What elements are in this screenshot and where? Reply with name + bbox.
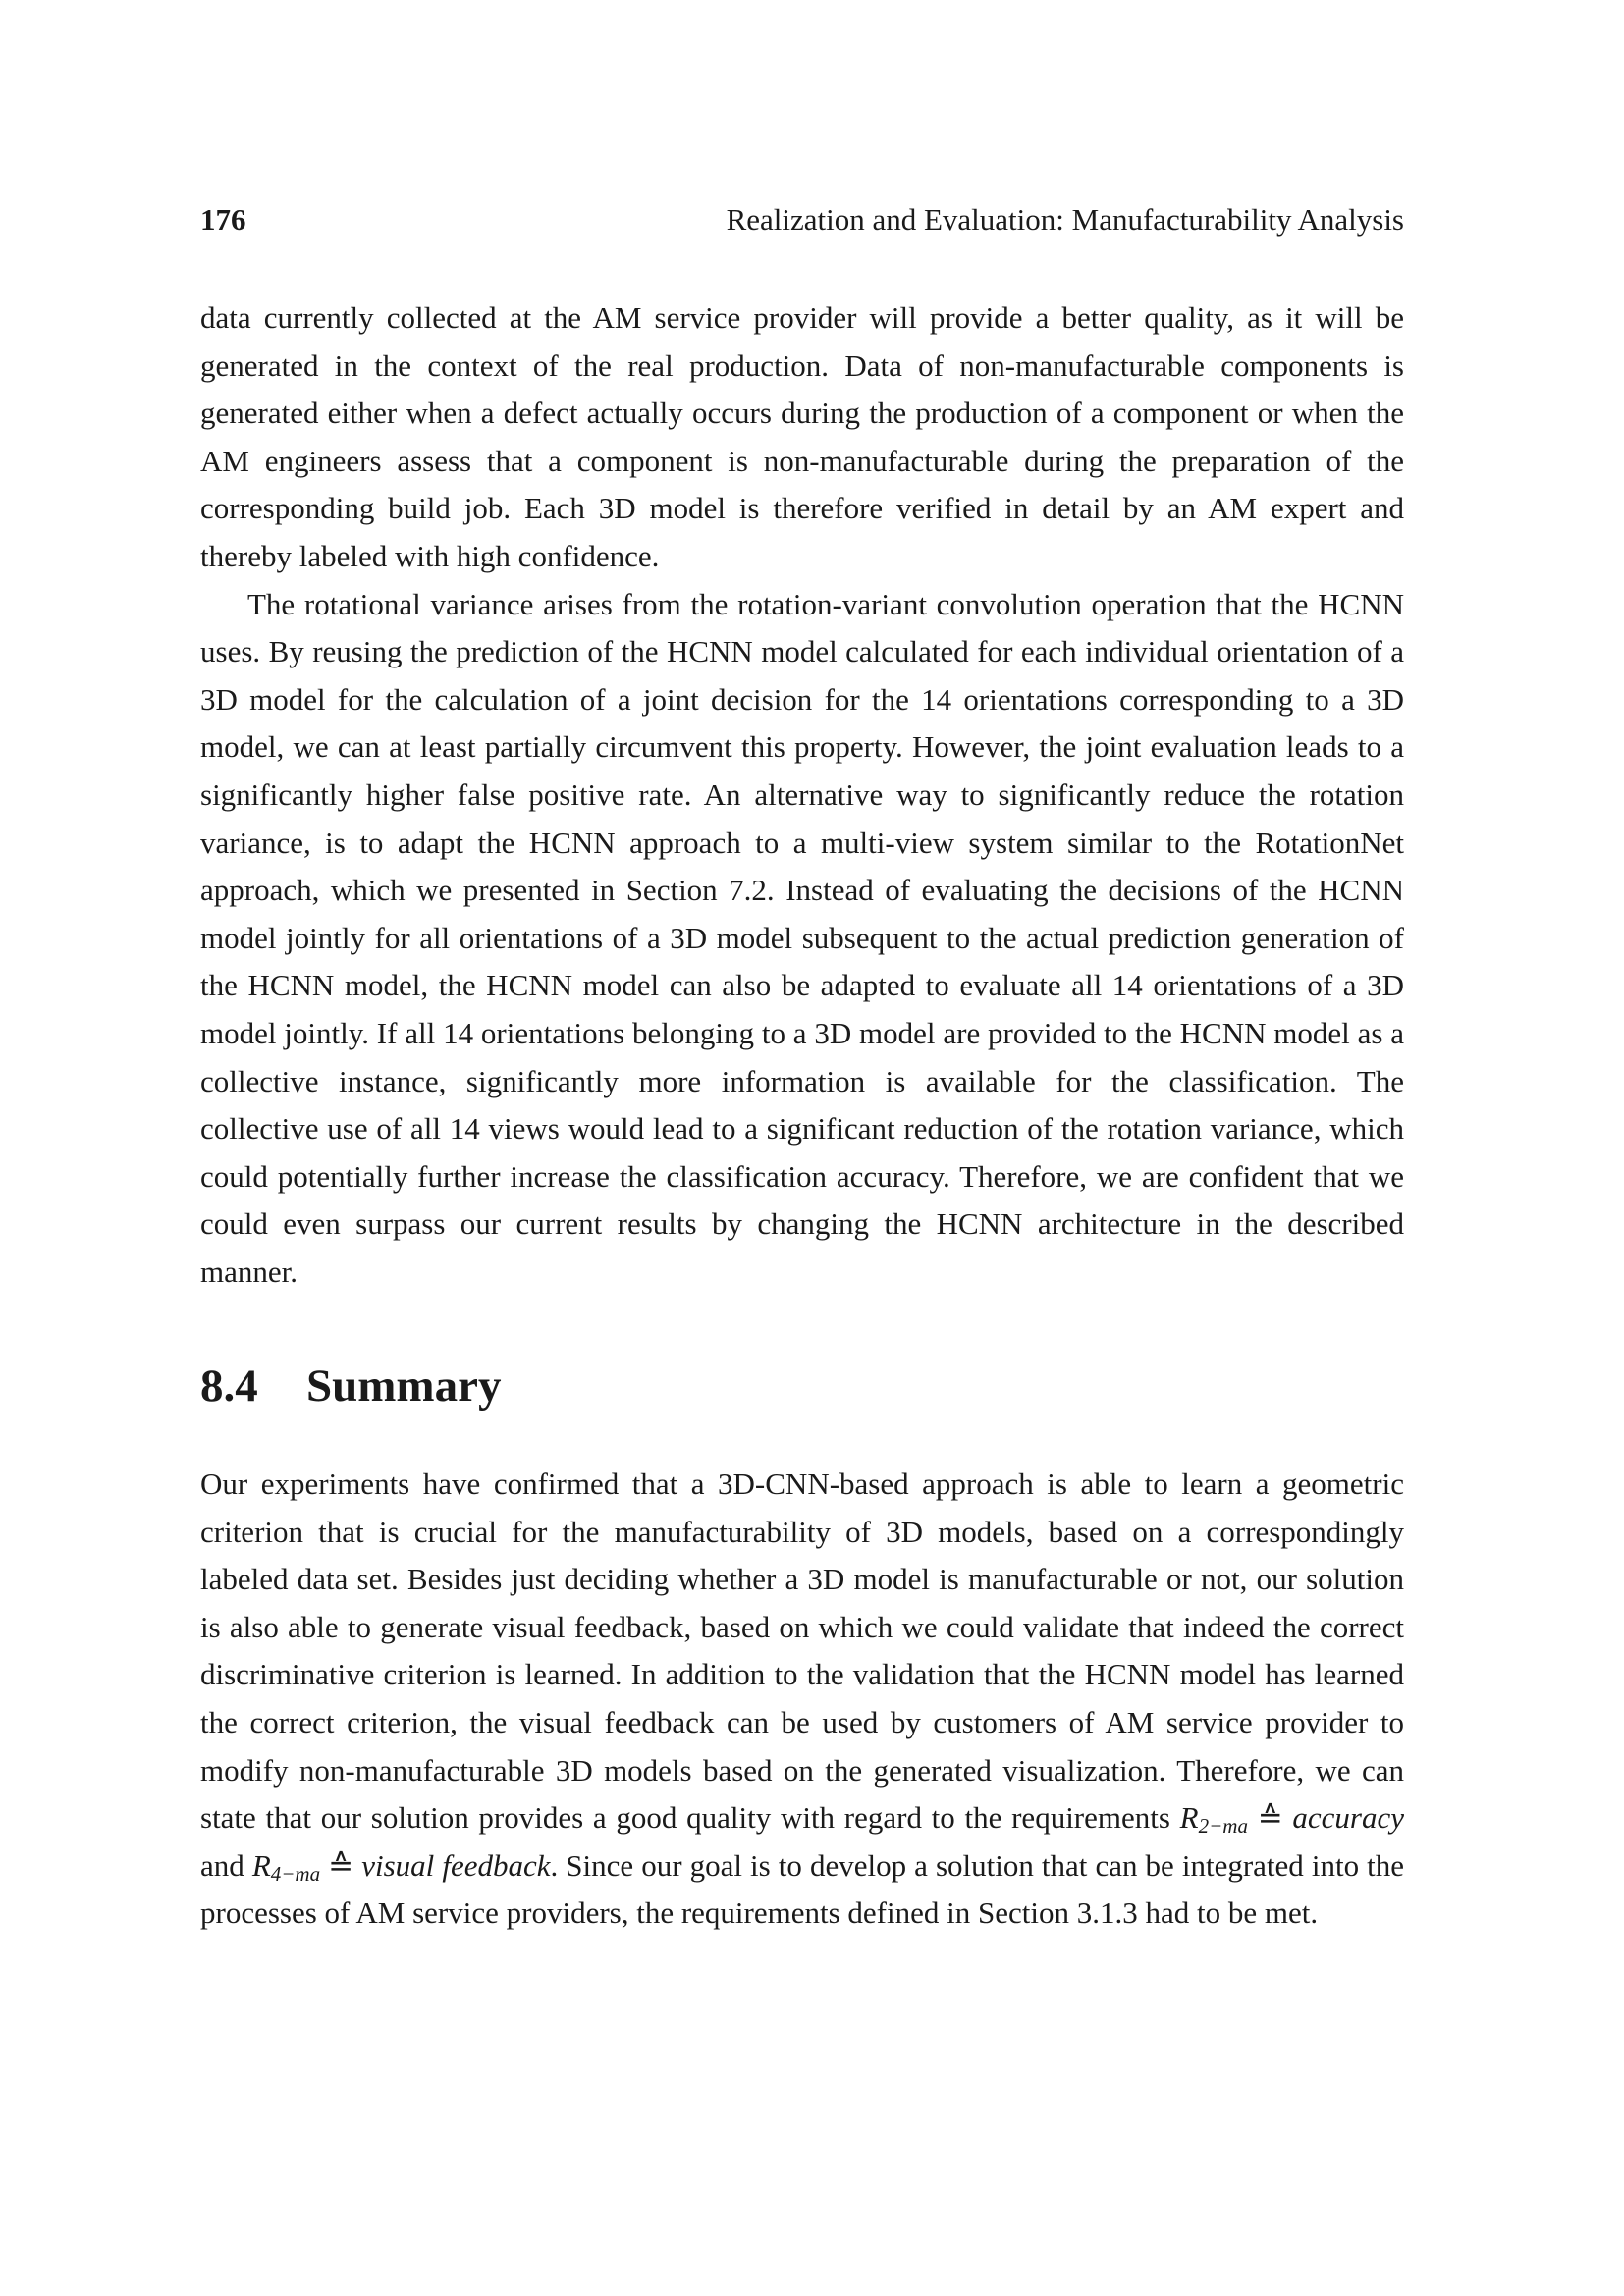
requirement-visual-feedback: $R_{4-ma}$ ≙ visual feedback: [252, 1848, 551, 1883]
corresponds-symbol: ≙: [1257, 1800, 1283, 1836]
summary-paragraph: [200, 1461, 1404, 1938]
page-header: [200, 200, 1404, 240]
corresponds-symbol: ≙: [328, 1847, 354, 1883]
section-number: 8.4: [200, 1361, 258, 1412]
summary-text-tail: . Since our goal is to develop a solution that can be integrated into the processes of AM service providers, the requirements defined in Section 3.1.3 had to be met.: [200, 1847, 1405, 1931]
running-title: Realization and Evaluation: Manufacturability Analysis: [726, 202, 1404, 237]
page-number: 176: [200, 202, 246, 237]
paragraph: data currently collected at the AM service provider will provide a better quality, as it will be generated in the context of the real production. Data of non-manufacturable components is generated either when a defect actually occurs during the production of a component or when the AM engineers assess that a component is non-manufacturable during the preparation of the corresponding build job. Each 3D model is therefore verified in detail by an AM expert and thereby labeled with high confidence.: [200, 300, 1404, 573]
body-text-before-summary: [200, 294, 1404, 1296]
and-word: and: [200, 1847, 252, 1883]
summary-text: [200, 1461, 1404, 1938]
paragraph: The rotational variance arises from the rotation-variant convolution operation that the HCNN uses. By reusing the prediction of the HCNN model calculated for each individual orientation of a 3D model for the calculation of a joint decision for the 14 orientations corresponding to a 3D model, we can at least partially circumvent this property. However, the joint evaluation leads to a significantly higher false positive rate. An alternative way to significantly reduce the rotation variance, is to adapt the HCNN approach to a multi-view system similar to the RotationNet approach, which we presented in Section 7.2. Instead of evaluating the decisions of the HCNN model jointly for all orientations of a 3D model subsequent to the actual prediction generation of the HCNN model, the HCNN model can also be adapted to evaluate all 14 orientations of a 3D model jointly. If all 14 orientations belonging to a 3D model are provided to the HCNN model as a collective instance, significantly more information is available for the classification. The collective use of all 14 views would lead to a significant reduction of the rotation variance, which could potentially further increase the classification accuracy. Therefore, we are confident that we could even surpass our current results by changing the HCNN architecture in the described manner.: [200, 586, 1404, 1289]
summary-text-lead: Our experiments have confirmed that a 3D-CNN-based approach is able to learn a geometric criterion that is crucial for the manufacturability of 3D models, based on a correspondingly labeled data set. Besides just deciding whether a 3D model is manufacturable or not, our solution is also able to generate visual feedback, based on which we could validate that indeed the correct discriminative criterion is learned. In addition to the validation that the HCNN model has learned the correct criterion, the visual feedback can be used by customers of AM service provider to modify non-manufacturable 3D models based on the generated visualization. Therefore, we can state that our solution provides a good quality with regard to the requirements: [200, 1467, 1404, 1836]
section-title: Summary: [306, 1361, 502, 1412]
section-heading: [200, 1357, 501, 1415]
requirement-accuracy: $R_{2-ma}$ ≙ accuracy: [1180, 1800, 1404, 1835]
